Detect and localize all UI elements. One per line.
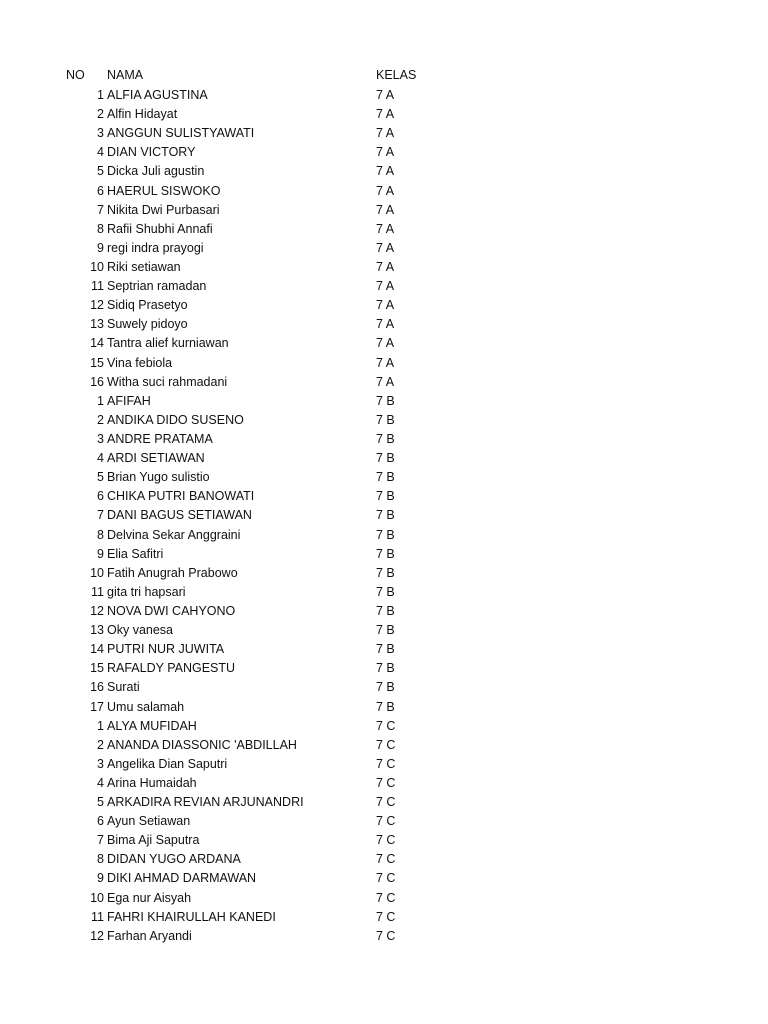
table-row [0,201,768,220]
table-row [0,258,768,277]
table-row [0,659,768,678]
table-header [0,68,768,86]
student-name: Vina febiola [107,355,173,370]
student-class: 7 B [376,546,395,561]
student-name: ALYA MUFIDAH [107,718,197,733]
student-name: ARDI SETIAWAN [107,451,205,466]
table-row [0,812,768,831]
table-row [0,430,768,449]
student-class: 7 A [376,298,395,313]
table-row [0,296,768,315]
student-class: 7 A [376,126,395,141]
table-row [0,678,768,697]
row-number: 7 [97,202,104,217]
row-number: 10 [90,890,104,905]
row-number: 5 [97,795,104,810]
student-class: 7 B [376,489,395,504]
row-number: 4 [97,451,104,466]
row-number: 10 [90,565,104,580]
table-row [0,105,768,124]
student-class: 7 C [376,737,396,752]
row-number: 3 [97,126,104,141]
table-row [0,449,768,468]
student-class: 7 A [376,202,395,217]
student-name: CHIKA PUTRI BANOWATI [107,489,255,504]
row-number: 5 [97,164,104,179]
student-class: 7 B [376,508,395,523]
student-class: 7 A [376,279,395,294]
table-row [0,564,768,583]
row-number: 12 [90,928,104,943]
row-number: 8 [97,221,104,236]
student-name: Tantra alief kurniawan [107,336,229,351]
table-row [0,602,768,621]
table-row [0,831,768,850]
student-name: DIDAN YUGO ARDANA [107,852,241,867]
table-row [0,621,768,640]
row-number: 9 [97,546,104,561]
student-name: DIKI AHMAD DARMAWAN [107,871,257,886]
student-class: 7 B [376,565,395,580]
student-name: ANDRE PRATAMA [107,431,213,446]
row-number: 14 [90,336,104,351]
table-row [0,889,768,908]
student-name: AFIFAH [107,393,151,408]
student-class: 7 B [376,527,395,542]
row-number: 3 [97,756,104,771]
row-number: 2 [97,107,104,122]
student-name: PUTRI NUR JUWITA [107,642,225,657]
row-number: 13 [90,623,104,638]
student-name: DIAN VICTORY [107,145,196,160]
student-class: 7 A [376,336,395,351]
student-class: 7 B [376,642,395,657]
row-number: 15 [90,661,104,676]
student-name: Dicka Juli agustin [107,164,205,179]
student-class: 7 A [376,259,395,274]
table-row [0,850,768,869]
student-class: 7 B [376,603,395,618]
student-name: Rafii Shubhi Annafi [107,221,213,236]
student-name: ANGGUN SULISTYAWATI [107,126,255,141]
student-class: 7 A [376,88,395,102]
table-row [0,698,768,717]
student-class: 7 C [376,928,396,943]
table-row [0,774,768,793]
row-number: 4 [97,145,104,160]
student-class: 7 A [376,107,395,122]
student-class: 7 C [376,814,396,829]
row-number: 8 [97,527,104,542]
student-name: Suwely pidoyo [107,317,188,332]
row-number: 11 [91,279,104,294]
student-class: 7 B [376,470,395,485]
student-class: 7 B [376,680,395,695]
table-row [0,162,768,181]
row-number: 11 [91,584,104,599]
student-class: 7 A [376,145,395,160]
student-class: 7 B [376,584,395,599]
table-row [0,736,768,755]
table-row [0,373,768,392]
row-number: 7 [97,508,104,523]
row-number: 14 [90,642,104,657]
row-number: 5 [97,470,104,485]
student-table-body [0,86,768,946]
student-name: RAFALDY PANGESTU [107,661,236,676]
table-row [0,277,768,296]
row-number: 10 [90,259,104,274]
student-class: 7 C [376,756,396,771]
student-name: DANI BAGUS SETIAWAN [107,508,252,523]
row-number: 6 [97,489,104,504]
table-row [0,182,768,201]
student-name: Delvina Sekar Anggraini [107,527,241,542]
student-name: HAERUL SISWOKO [107,183,221,198]
row-number: 11 [91,909,104,924]
student-name: Bima Aji Saputra [107,833,200,848]
table-row [0,487,768,506]
student-class: 7 C [376,909,396,924]
student-name: Ega nur Aisyah [107,890,192,905]
table-row [0,506,768,525]
table-row [0,468,768,487]
student-name: Elia Safitri [107,546,164,561]
student-name: Brian Yugo sulistio [107,470,210,485]
student-class: 7 C [376,890,396,905]
table-row [0,411,768,430]
row-number: 6 [97,183,104,198]
row-number: 12 [90,298,104,313]
student-class: 7 A [376,221,395,236]
student-class: 7 A [376,374,395,389]
student-class: 7 B [376,451,395,466]
student-name: Arina Humaidah [107,775,197,790]
table-row [0,239,768,258]
row-number: 2 [97,737,104,752]
student-class: 7 C [376,852,396,867]
table-row [0,334,768,353]
row-number: 1 [97,88,104,102]
header-kelas: KELAS [376,68,417,82]
student-name: ANANDA DIASSONIC 'ABDILLAH [107,737,297,752]
student-name: Farhan Aryandi [107,928,192,943]
header-no: NO [66,68,85,82]
row-number: 7 [97,833,104,848]
student-name: Witha suci rahmadani [107,374,228,389]
row-number: 13 [90,317,104,332]
student-name: Oky vanesa [107,623,174,638]
student-class: 7 A [376,355,395,370]
table-row [0,86,768,105]
table-row [0,354,768,373]
row-number: 9 [97,871,104,886]
student-name: regi indra prayogi [107,240,204,255]
row-number: 16 [90,680,104,695]
header-nama: NAMA [107,68,144,82]
row-number: 8 [97,852,104,867]
student-name: Umu salamah [107,699,185,714]
row-number: 12 [90,603,104,618]
row-number: 1 [97,718,104,733]
table-row [0,545,768,564]
row-number: 2 [97,412,104,427]
row-number: 3 [97,431,104,446]
student-name: Fatih Anugrah Prabowo [107,565,238,580]
student-name: Surati [107,680,140,695]
student-class: 7 A [376,240,395,255]
table-row [0,220,768,239]
table-row [0,755,768,774]
row-number: 9 [97,240,104,255]
student-name: Alfin Hidayat [107,107,178,122]
student-name: Sidiq Prasetyo [107,298,188,313]
table-row [0,717,768,736]
table-row [0,315,768,334]
student-name: Riki setiawan [107,259,181,274]
row-number: 15 [90,355,104,370]
row-number: 1 [97,393,104,408]
table-row [0,124,768,143]
student-name: FAHRI KHAIRULLAH KANEDI [107,909,276,924]
student-name: ALFIA AGUSTINA [107,88,208,102]
student-class: 7 B [376,393,395,408]
table-row [0,869,768,888]
row-number: 16 [90,374,104,389]
table-row [0,392,768,411]
student-class: 7 B [376,661,395,676]
student-class: 7 C [376,795,396,810]
row-number: 4 [97,775,104,790]
student-name: Nikita Dwi Purbasari [107,202,220,217]
student-name: ANDIKA DIDO SUSENO [107,412,244,427]
student-name: Septrian ramadan [107,279,207,294]
student-class: 7 C [376,718,396,733]
student-name: Ayun Setiawan [107,814,191,829]
student-class: 7 A [376,317,395,332]
table-row [0,583,768,602]
student-class: 7 C [376,871,396,886]
student-name: gita tri hapsari [107,584,186,599]
student-class: 7 B [376,699,395,714]
student-class: 7 C [376,833,396,848]
table-row [0,908,768,927]
student-name: NOVA DWI CAHYONO [107,603,236,618]
student-class: 7 B [376,412,395,427]
student-name: ARKADIRA REVIAN ARJUNANDRI [107,795,304,810]
student-name: Angelika Dian Saputri [107,756,228,771]
table-row [0,927,768,946]
table-row [0,640,768,659]
row-number: 6 [97,814,104,829]
student-class: 7 C [376,775,396,790]
row-number: 17 [90,699,104,714]
student-class: 7 A [376,164,395,179]
student-class: 7 B [376,431,395,446]
table-row [0,143,768,162]
table-row [0,526,768,545]
student-class: 7 B [376,623,395,638]
table-row [0,793,768,812]
student-class: 7 A [376,183,395,198]
